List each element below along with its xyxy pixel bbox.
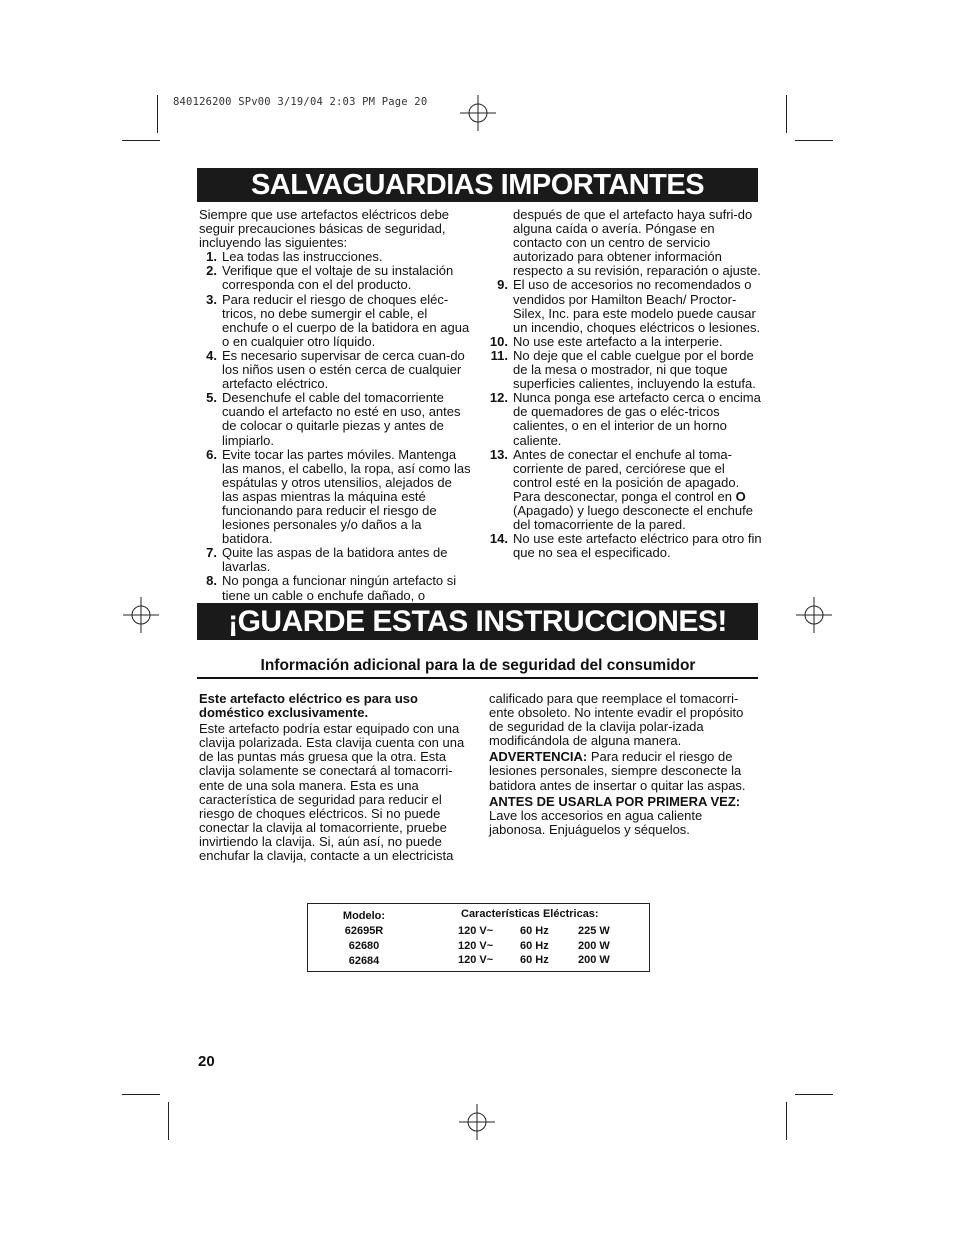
- item-text: Para reducir el riesgo de choques eléc-tricos, no debe sumergir el cable, el enchufe o el cuerpo de la batidora en agua o en cualquier otro líquido.: [222, 291, 470, 349]
- item-number: 13.: [489, 446, 508, 462]
- safeguards-column-right: [490, 208, 762, 560]
- item-number: 14.: [489, 531, 508, 547]
- first-use-paragraph: [489, 795, 761, 837]
- voltage: 120 V~: [458, 954, 494, 966]
- warning-paragraph: [489, 750, 761, 792]
- crop-mark: [122, 140, 160, 141]
- item-number: 8.: [206, 573, 217, 589]
- electrical-specs-table: [307, 903, 650, 972]
- registration-mark-icon: [123, 597, 159, 633]
- item-text: El uso de accesorios no recomendados o vendidos por Hamilton Beach/ Proctor-Silex, Inc. para este modelo puede causar un incendio, choques eléctricos o lesiones.: [513, 277, 761, 335]
- intro-text: Siempre que use artefactos eléctricos debe seguir precauciones básicas de seguridad, incluyendo las siguientes:: [199, 207, 450, 251]
- warning-text: Para reducir el riesgo de lesiones personales, siempre desconecte la batidora antes de insertar o quitar las aspas.: [489, 749, 746, 793]
- first-use-text: Lave los accesorios en agua caliente jabonosa. Enjuáguelos y séquelos.: [489, 807, 703, 837]
- consumer-info-column-left: [199, 692, 471, 865]
- divider: [197, 677, 758, 679]
- safeguards-banner: SALVAGUARDIAS IMPORTANTES: [197, 168, 758, 202]
- crop-mark: [795, 1094, 833, 1095]
- list-item: [490, 349, 762, 391]
- crop-mark: [786, 1102, 787, 1140]
- item-text: No use este artefacto a la interperie.: [513, 333, 723, 349]
- frequency: 60 Hz: [520, 925, 549, 937]
- voltage: 120 V~: [458, 925, 494, 937]
- registration-mark-icon: [460, 95, 496, 131]
- frequency: 60 Hz: [520, 939, 549, 952]
- list-item: [199, 448, 471, 547]
- wattage: 225 W: [578, 925, 610, 937]
- list-item: [199, 391, 471, 447]
- model-label: Modelo:: [342, 910, 386, 922]
- table-row: [458, 924, 618, 939]
- item-text: Nunca ponga ese artefacto cerca o encima de quemadores de gas o eléc-tricos calientes, o en el interior de un horno caliente.: [513, 390, 761, 448]
- off-symbol: O: [735, 488, 746, 504]
- safeguards-column-left: [199, 208, 471, 603]
- list-item: [490, 278, 762, 334]
- table-row: [458, 939, 618, 954]
- item-number: 9.: [497, 277, 508, 293]
- item-text: (Apagado) y luego desconecte el enchufe del tomacorriente de la pared.: [513, 502, 753, 533]
- item-text: Lea todas las instrucciones.: [222, 249, 383, 265]
- crop-mark: [795, 140, 833, 141]
- item-number: 10.: [489, 333, 508, 349]
- item-text: Quite las aspas de la batidora antes de lavarlas.: [222, 545, 448, 575]
- list-item: [199, 349, 471, 391]
- polarized-plug-text: Este artefacto podría estar equipado con una clavija polarizada. Esta clavija cuenta con una de las puntas más gruesa que la otra. Esta clavija solamente se conectará al tomacorri-ente de una sola manera. Esta es una característica de seguridad para reducir el riesgo de choques eléctricos. Si no puede conectar la clavija al tomacorriente, pruebe invirtiendo la clavija. Si, aún así, no puede enchufar la clavija, contacte a un electricista: [199, 721, 465, 864]
- item-number: 7.: [206, 545, 217, 561]
- list-item: [490, 335, 762, 349]
- item-number: 11.: [490, 347, 508, 363]
- list-item: [199, 574, 471, 602]
- frequency: 60 Hz: [520, 954, 549, 966]
- model-column: [341, 909, 387, 969]
- list-item: [490, 391, 762, 447]
- item-number: 2.: [206, 263, 217, 279]
- item-text: No deje que el cable cuelgue por el borde de la mesa o mostrador, ni que toque superficies calientes, incluyendo la estufa.: [513, 347, 756, 392]
- list-item: [199, 250, 471, 264]
- polarized-plug-continuation: calificado para que reemplace el tomacorri-ente obsoleto. No intente evadir el propósito de seguridad de la clavija polar-izada modificándola de alguna manera.: [489, 691, 744, 749]
- item-text: No use este artefacto eléctrico para otro fin que no sea el especificado.: [513, 531, 762, 561]
- list-item: [490, 448, 762, 533]
- consumer-safety-heading: Información adicional para la de seguridad del consumidor: [260, 657, 696, 674]
- registration-mark-icon: [459, 1104, 495, 1140]
- list-item: [199, 293, 471, 349]
- first-use-label: ANTES DE USARLA POR PRIMERA VEZ:: [489, 793, 741, 809]
- electrical-label: Características Eléctricas:: [461, 908, 599, 920]
- item-number: 12.: [489, 390, 508, 406]
- model-number: 62680: [348, 940, 380, 952]
- crop-mark: [157, 95, 158, 133]
- item-number: 5.: [206, 390, 217, 406]
- warning-label: ADVERTENCIA:: [489, 749, 588, 765]
- voltage: 120 V~: [458, 939, 494, 952]
- registration-mark-icon: [796, 597, 832, 633]
- item-text: Antes de conectar el enchufe al toma-corriente de pared, cerciórese que el control esté en la posición de apagado. Para desconectar, ponga el control en: [513, 446, 740, 504]
- model-number: 62684: [348, 955, 380, 967]
- list-item: [199, 264, 471, 292]
- item-text: Es necesario supervisar de cerca cuan-do los niños usen o estén cerca de cualquier artefacto eléctrico.: [222, 347, 465, 392]
- list-item: [199, 546, 471, 574]
- electrical-rows: [458, 924, 618, 968]
- wattage: 200 W: [578, 939, 610, 952]
- crop-mark: [786, 95, 787, 133]
- page-number: 20: [198, 1053, 215, 1070]
- crop-mark: [122, 1094, 160, 1095]
- item-text: Evite tocar las partes móviles. Mantenga las manos, el cabello, la ropa, así como las espátulas y otros utensilios, alejados de las aspas mientras la máquina esté funcionando para reducir el riesgo de lesiones personales y/o daños a la batidora.: [222, 446, 471, 547]
- consumer-info-column-right: [489, 692, 761, 837]
- crop-mark: [168, 1102, 169, 1140]
- wattage: 200 W: [578, 954, 610, 966]
- item-text: Verifique que el voltaje de su instalación corresponda con el del producto.: [222, 263, 454, 293]
- item-number: 1.: [206, 249, 217, 265]
- model-number: 62695R: [344, 925, 384, 937]
- print-slug: 840126200 SPv00 3/19/04 2:03 PM Page 20: [173, 96, 428, 108]
- item-text: Desenchufe el cable del tomacorriente cuando el artefacto no esté en uso, antes de colocar o quitarle piezas y antes de limpiarlo.: [222, 390, 461, 448]
- item-text: No ponga a funcionar ningún artefacto si tiene un cable o enchufe dañado, o: [222, 573, 457, 603]
- item-number: 4.: [206, 347, 217, 363]
- save-instructions-banner: ¡GUARDE ESTAS INSTRUCCIONES!: [197, 603, 758, 640]
- item-number: 6.: [206, 446, 217, 462]
- item-number: 3.: [206, 291, 217, 307]
- household-use-heading: Este artefacto eléctrico es para uso doméstico exclusivamente.: [199, 691, 418, 721]
- table-row: [458, 953, 618, 968]
- item-continuation: después de que el artefacto haya sufri-do alguna caída o avería. Póngase en contacto con un centro de servicio autorizado para obtener información respecto a su revisión, reparación o ajuste.: [513, 207, 761, 279]
- list-item: [490, 532, 762, 560]
